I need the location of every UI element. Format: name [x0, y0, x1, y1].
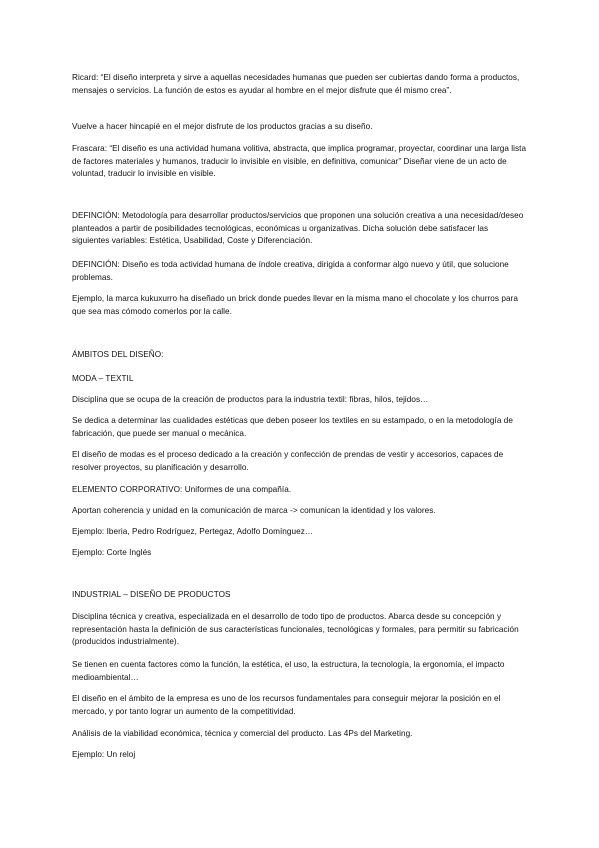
paragraph-moda-cualidades: Se dedica a determinar las cualidades estéticas que deben poseer los textiles en su estampado, o en la metodología de fabricación, que puede ser manual o mecánica.: [72, 416, 513, 438]
paragraph-coherencia: Aportan coherencia y unidad en la comunicación de marca -> comunican la identidad y los valores.: [72, 506, 436, 515]
paragraph-definition-1: DEFINCIÓN: Metodología para desarrollar productos/servicios que proponen una solución creativa a una necesidad/deseo planteados a partir de posibilidades tecnológicas, económicas u organizativas. Dicha solución debe satisfacer las siguientes variables: Estética, Usabilidad, Coste y Diferenciación.: [72, 211, 524, 246]
paragraph-hincapie: Vuelve a hacer hincapié en el mejor disfrute de los productos gracias a su diseño.: [72, 122, 373, 131]
paragraph-analisis-4ps: Análisis de la viabilidad económica, técnica y comercial del producto. Las 4Ps del Marketing.: [72, 729, 413, 738]
paragraph-empresa: El diseño en el ámbito de la empresa es uno de los recursos fundamentales para conseguir mejorar la posición en el mercado, y por tanto lograr un aumento de la competitividad.: [72, 694, 501, 716]
paragraph-ejemplo-iberia: Ejemplo: Iberia, Pedro Rodríguez, Pertegaz, Adolfo Domínguez…: [72, 527, 314, 536]
section-heading-industrial: INDUSTRIAL – DISEÑO DE PRODUCTOS: [72, 590, 231, 599]
section-heading-moda-textil: MODA – TEXTIL: [72, 374, 134, 383]
paragraph-ejemplo-corte-ingles: Ejemplo: Corte Inglés: [72, 548, 152, 557]
paragraph-factores: Se tienen en cuenta factores como la función, la estética, el uso, la estructura, la tecnología, la ergonomía, el impacto medioambiental…: [72, 660, 505, 682]
paragraph-ejemplo-reloj: Ejemplo: Un reloj: [72, 750, 136, 759]
paragraph-frascara-quote: Frascara: “El diseño es una actividad humana volitiva, abstracta, que implica programar, proyectar, coordinar una larga lista de factores materiales y humanos, traducir lo invisible en visible, en definitiva, comunicar” Diseñar viene de un acto de voluntad, traducir lo invisible en visible.: [72, 144, 527, 179]
paragraph-definition-2: DEFINCIÓN: Diseño es toda actividad humana de índole creativa, dirigida a conformar algo nuevo y útil, que solucione problemas.: [72, 260, 509, 282]
paragraph-industrial-disciplina: Disciplina técnica y creativa, especializada en el desarrollo de todo tipo de productos. Abarca desde su concepción y representación hasta la definición de sus características funcionales, tecnológicas y formales, para permitir su fabricación (producidos industrialmente).: [72, 612, 519, 647]
paragraph-moda-disciplina: Disciplina que se ocupa de la creación de productos para la industria textil: fibras, hilos, tejidos…: [72, 395, 429, 404]
paragraph-example-kukuxurro: Ejemplo, la marca kukuxurro ha diseñado un brick donde puedes llevar en la misma mano el chocolate y los churros para que sea mas cómodo comerlos por la calle.: [72, 294, 518, 316]
paragraph-moda-proceso: El diseño de modas es el proceso dedicado a la creación y confección de prendas de vestir y accesorios, capaces de resolver proyectos, su planificación y desarrollo.: [72, 450, 504, 472]
section-heading-ambitos: ÁMBITOS DEL DISEÑO:: [72, 350, 164, 359]
paragraph-elemento-corporativo: ELEMENTO CORPORATIVO: Uniformes de una compañía.: [72, 485, 292, 494]
paragraph-ricard-quote: Ricard: “El diseño interpreta y sirve a aquellas necesidades humanas que pueden ser cubiertas dando forma a productos, mensajes o servicios. La función de estos es ayudar al hombre en el mejor disfrute que él mismo crea”.: [72, 73, 520, 95]
